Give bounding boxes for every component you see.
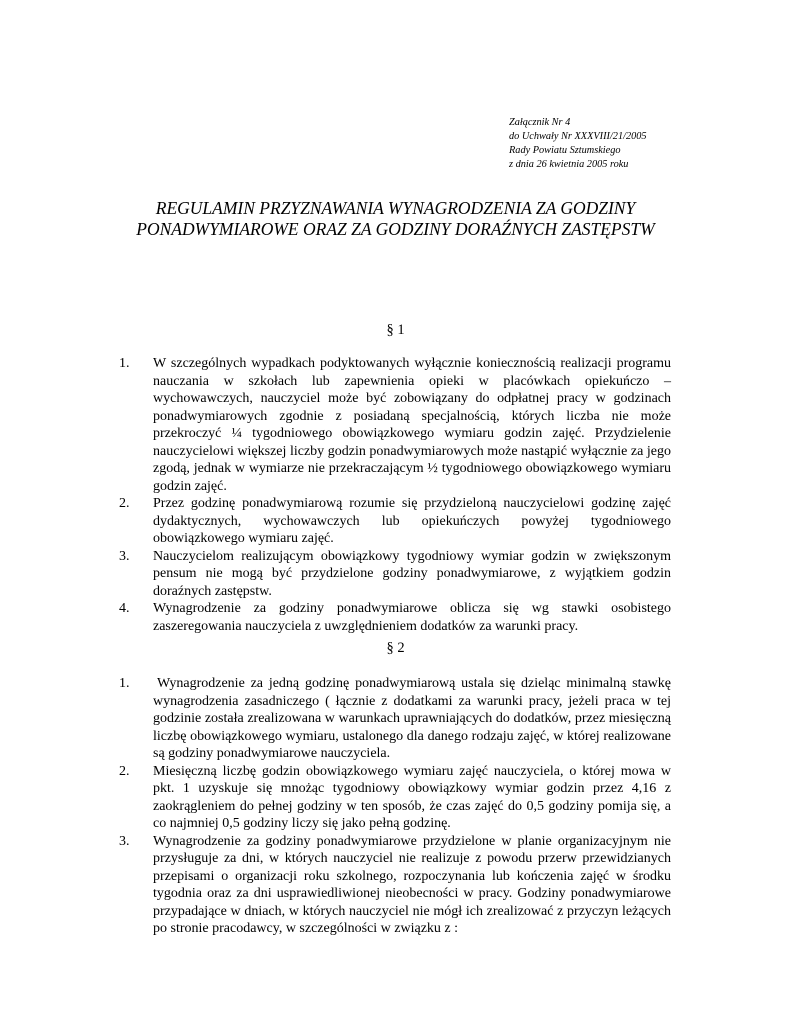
list-item-number: 2. <box>119 763 130 779</box>
list-item-text: Nauczycielom realizującym obowiązkowy tygodniowy wymiar godzin w zwiększonym pensum nie mogą być przydzielone godziny ponadwymiarowe, z wyjątkiem godzin doraźnych zastępstw. <box>153 548 671 599</box>
list-item <box>117 548 671 601</box>
list-item-number: 3. <box>119 833 130 849</box>
attachment-note-line: Załącznik Nr 4 <box>509 117 571 128</box>
list-item-text: Wynagrodzenie za jedną godzinę ponadwymiarową ustala się dzieląc minimalną stawkę wynagrodzenia zasadniczego ( łącznie z dodatkami za warunki pracy, jeżeli praca w tej godzinie została zrealizowana w warunkach uprawniających do dodatków, przez miesięczną liczbę obowiązkowego wymiaru, ustalonego dla danego rodzaju zajęć, w której realizowane są godziny ponadwymiarowe nauczyciela. <box>153 676 671 761</box>
list-item-number: 2. <box>119 496 130 511</box>
list-item-text: Wynagrodzenie za godziny ponadwymiarowe oblicza się wg stawki osobistego zaszeregowania nauczyciela z uwzględnieniem dodatków za warunki pracy. <box>153 601 671 634</box>
list-item-text: W szczególnych wypadkach podyktowanych wyłącznie koniecznością realizacji programu nauczania w szkołach lub zapewnienia opieki w placówkach opiekuńczo – wychowawczych, nauczyciel może być zobowiązany do odpłatnej pracy w godzinach ponadwymiarowych zgodnie z posiadaną specjalnością, których liczba nie może przekroczyć ¼ tygodniowego obowiązkowego wymiaru godzin zajęć. Przydzielenie nauczycielowi większej liczby godzin ponadwymiarowych może nastąpić wyłącznie za jego zgodą, jednak w wymiarze nie przekraczającym ½ tygodniowego obowiązkowego wymiaru godzin zajęć. <box>153 356 671 494</box>
document-title <box>60 198 731 240</box>
list-item-number: 1. <box>119 676 130 691</box>
section-heading: § 2 <box>386 640 405 656</box>
list-item <box>117 833 671 938</box>
section-1-list <box>117 355 671 635</box>
list-item-number: 4. <box>119 601 130 616</box>
list-item-text: Przez godzinę ponadwymiarową rozumie się przydzieloną nauczycielowi godzinę zajęć dydaktycznych, wychowawczych lub opiekuńczych powyżej tygodniowego obowiązkowego wymiaru zajęć. <box>153 496 671 546</box>
list-item <box>117 763 671 833</box>
attachment-note <box>509 116 647 172</box>
list-item <box>117 355 671 495</box>
list-item-number: 1. <box>119 356 130 371</box>
section-heading: § 1 <box>386 322 405 338</box>
document-title-line: PONADWYMIAROWE ORAZ ZA GODZINY DORAŹNYCH ZASTĘPSTW <box>136 219 655 239</box>
attachment-note-line: do Uchwały Nr XXXVIII/21/2005 <box>509 131 647 142</box>
list-item-number: 3. <box>119 548 130 564</box>
list-item <box>117 495 671 548</box>
list-item <box>117 675 671 763</box>
attachment-note-line: Rady Powiatu Sztumskiego <box>509 145 621 156</box>
list-item <box>117 600 671 635</box>
section-2-list <box>117 675 671 938</box>
attachment-note-line: z dnia 26 kwietnia 2005 roku <box>509 159 629 170</box>
list-item-text: Wynagrodzenie za godziny ponadwymiarowe przydzielone w planie organizacyjnym nie przysługuje za dni, w których nauczyciel nie realizuje z powodu przerw przewidzianych przepisami o organizacji roku szkolnego, rozpoczynania lub kończenia zajęć w środku tygodnia oraz za dni usprawiedliwionej nieobecności w pracy. Godziny ponadwymiarowe przypadające w dniach, w których nauczyciel nie mógł ich zrealizować z przyczyn leżących po stronie pracodawcy, w szczególności w związku z : <box>153 833 671 936</box>
list-item-text: Miesięczną liczbę godzin obowiązkowego wymiaru zajęć nauczyciela, o której mowa w pkt. 1 uzyskuje się mnożąc tygodniowy obowiązkowy wymiar godzin przez 4,16 z zaokrągleniem do pełnej godziny w ten sposób, że czas zajęć do 0,5 godziny pomija się, a co najmniej 0,5 godziny liczy się jako pełną godzinę. <box>153 763 671 831</box>
document-title-line: REGULAMIN PRZYZNAWANIA WYNAGRODZENIA ZA GODZINY <box>155 198 636 218</box>
